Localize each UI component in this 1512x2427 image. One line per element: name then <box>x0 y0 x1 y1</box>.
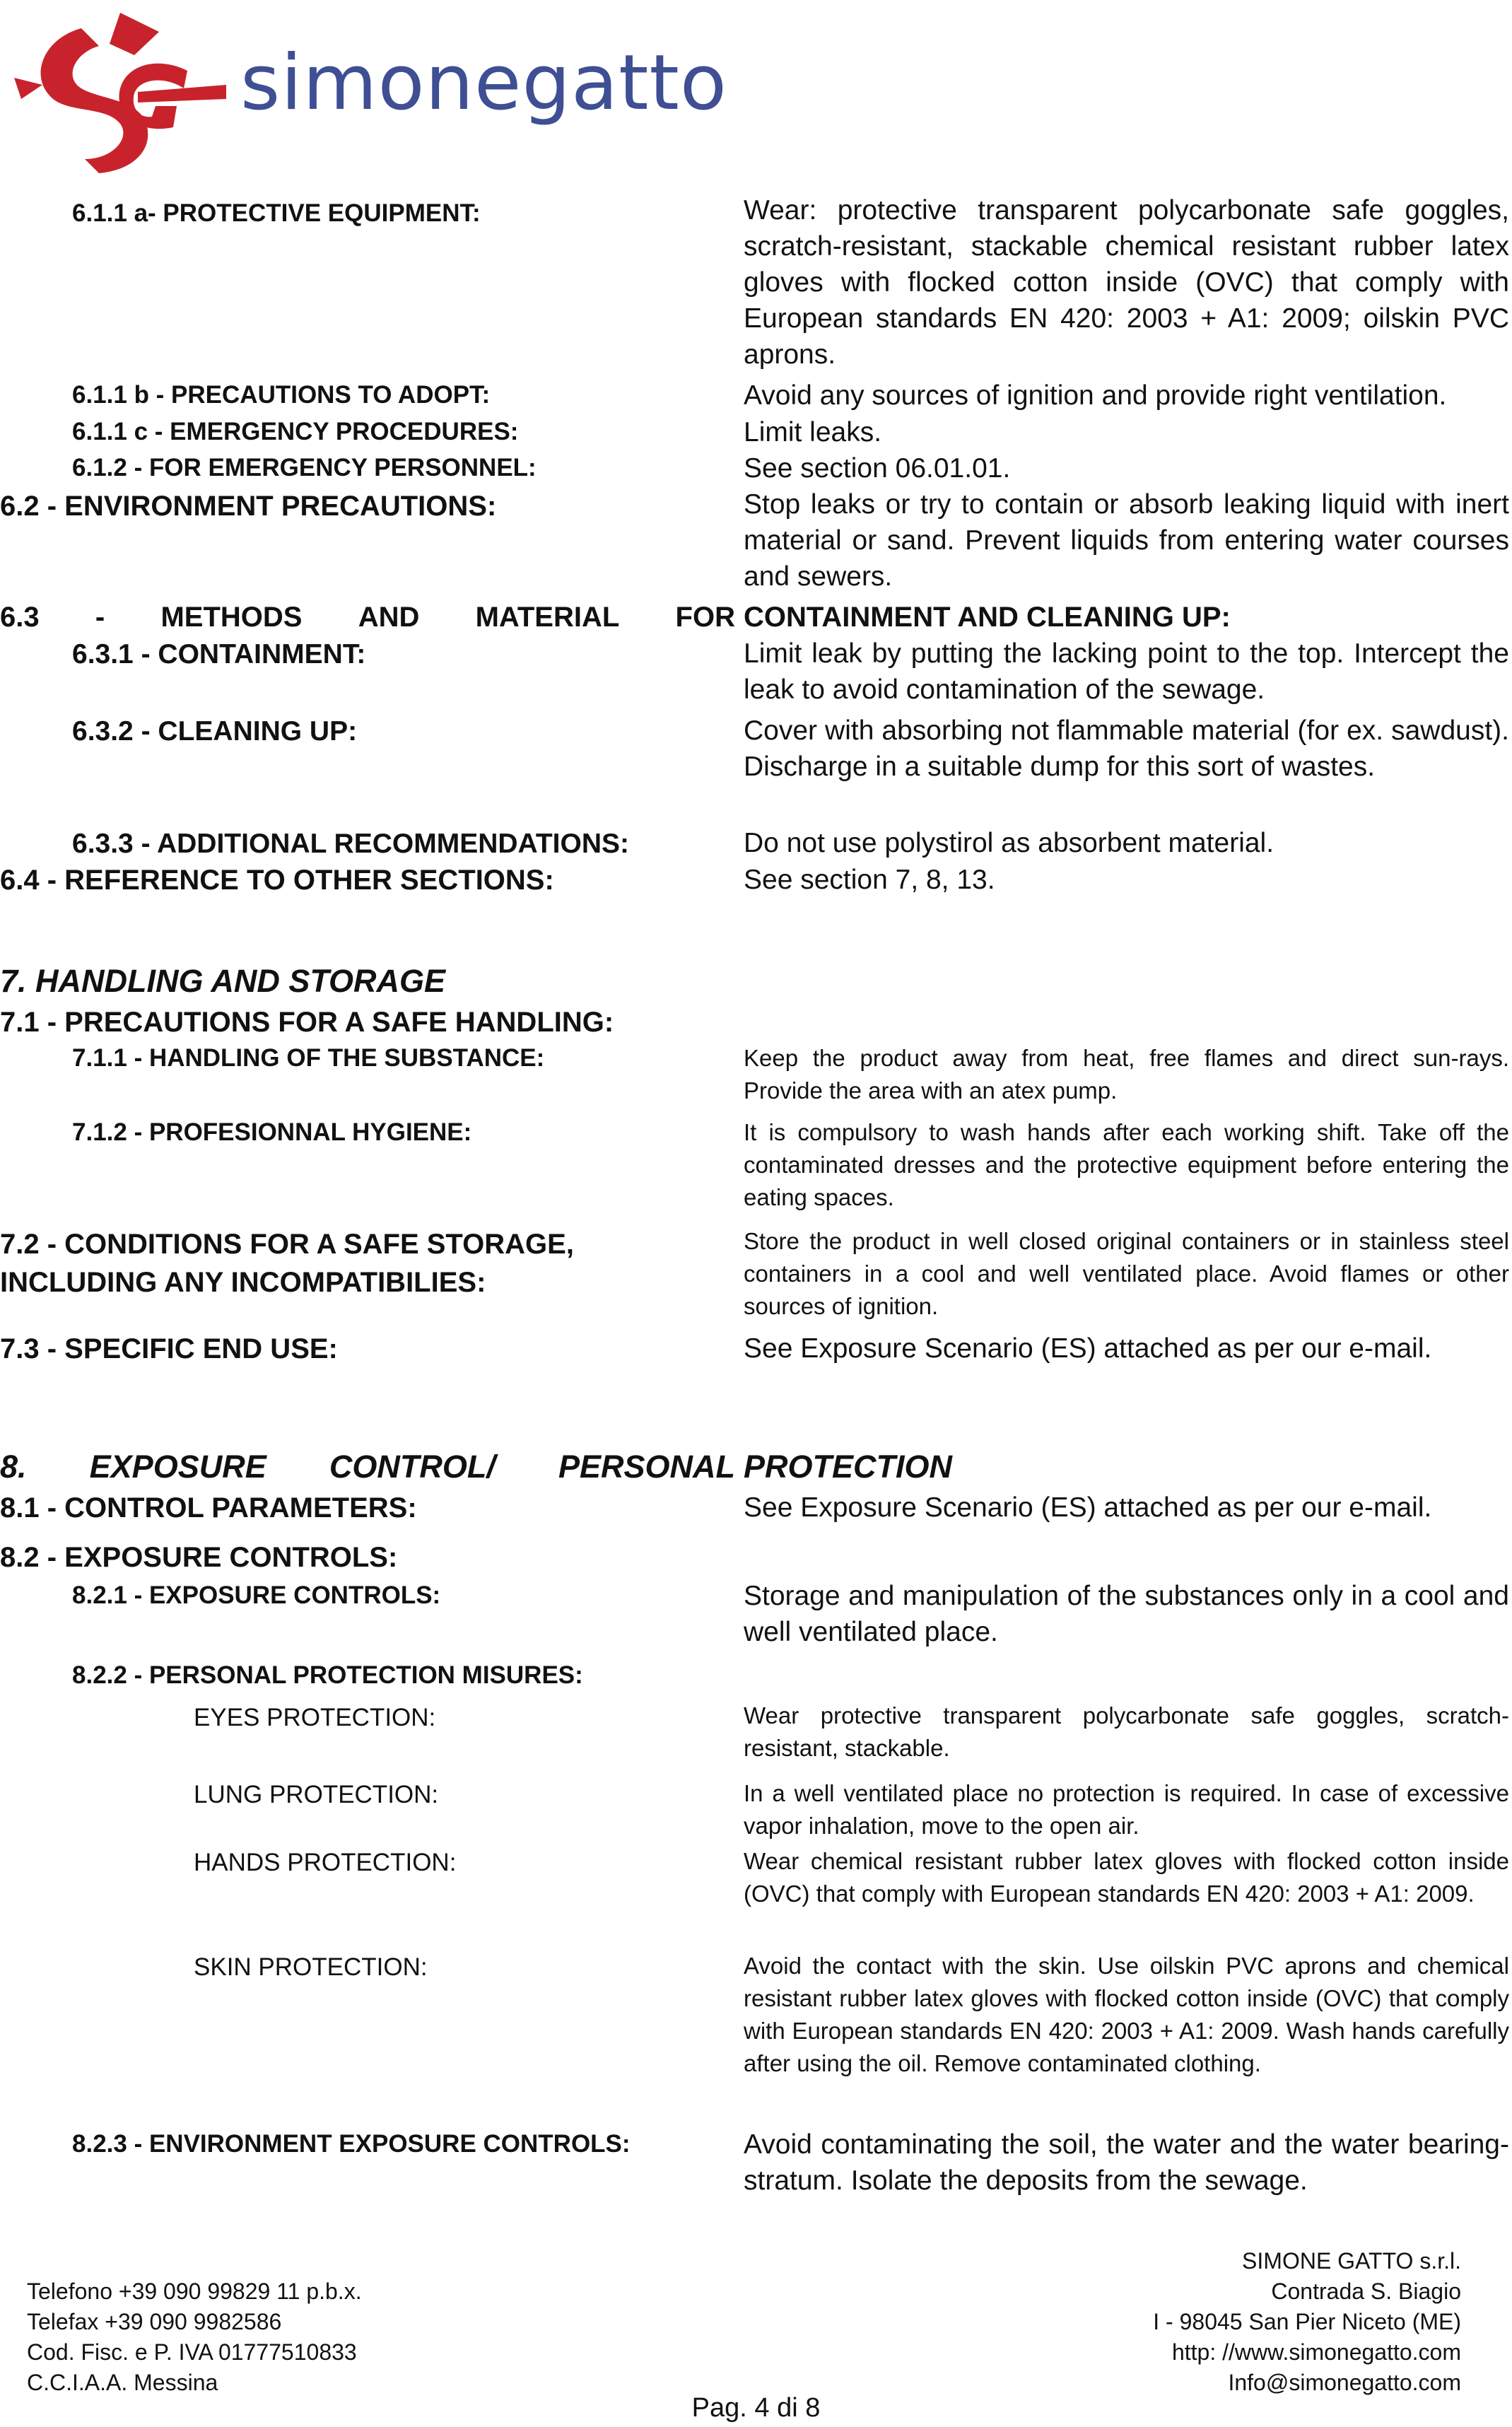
page-number: Pag. 4 di 8 <box>691 2393 821 2423</box>
row-7-2-label-line2: INCLUDING ANY INCOMPATIBILIES: <box>0 1267 486 1298</box>
row-6-2-value: Stop leaks or try to contain or absorb leaking liquid with inert material or sand. Prevent liquids from entering water courses and sewers. <box>744 489 1509 592</box>
row-lung-label: LUNG PROTECTION: <box>194 1781 439 1808</box>
row-6-3-2-value: Cover with absorbing not flammable material (for ex. sawdust). Discharge in a suitable dump for this sort of wastes. <box>744 715 1509 782</box>
row-7-1-label: 7.1 - PRECAUTIONS FOR A SAFE HANDLING: <box>0 1007 614 1038</box>
row-eyes-label: EYES PROTECTION: <box>194 1704 436 1731</box>
row-7-3-value: See Exposure Scenario (ES) attached as per our e-mail. <box>744 1333 1432 1364</box>
row-6-3-3-label: 6.3.3 - ADDITIONAL RECOMMENDATIONS: <box>72 829 629 859</box>
row-6-1-2-value: See section 06.01.01. <box>744 453 1011 484</box>
row-6-3-heading: 6.3 - METHODS AND MATERIAL FOR <box>0 602 735 633</box>
row-7-1-1-value: Keep the product away from heat, free flames and direct sun-rays. Provide the area with an atex pump. <box>744 1045 1509 1104</box>
logo-mark-icon <box>14 0 233 177</box>
row-lung-value: In a well ventilated place no protection is required. In case of excessive vapor inhalation, move to the open air. <box>744 1780 1509 1839</box>
row-8-2-label: 8.2 - EXPOSURE CONTROLS: <box>0 1542 398 1573</box>
row-6-1-1b-label: 6.1.1 b - PRECAUTIONS TO ADOPT: <box>72 381 491 409</box>
row-6-3-heading-rest: CONTAINMENT AND CLEANING UP: <box>744 602 1231 633</box>
row-8-2-2-label: 8.2.2 - PERSONAL PROTECTION MISURES: <box>72 1661 583 1689</box>
row-eyes-value: Wear protective transparent polycarbonate safe goggles, scratch-resistant, stackable. <box>744 1702 1509 1761</box>
brand-name: simonegatto <box>240 39 727 127</box>
row-7-3-label: 7.3 - SPECIFIC END USE: <box>0 1333 338 1364</box>
row-8-1-label: 8.1 - CONTROL PARAMETERS: <box>0 1492 417 1524</box>
row-8-1-value: See Exposure Scenario (ES) attached as per our e-mail. <box>744 1492 1432 1523</box>
row-6-4-value: See section 7, 8, 13. <box>744 865 995 895</box>
company-logo <box>14 0 806 177</box>
row-6-4-label: 6.4 - REFERENCE TO OTHER SECTIONS: <box>0 865 554 896</box>
row-7-2-value: Store the product in well closed original containers or in stainless steel containers in a cool and well ventilated place. Avoid flames or other sources of ignition. <box>744 1228 1509 1319</box>
row-6-3-1-value: Limit leak by putting the lacking point to the top. Intercept the leak to avoid contamination of the sewage. <box>744 638 1509 705</box>
website-link[interactable]: http: //www.simonegatto.com <box>1171 2339 1461 2365</box>
section-7-heading: 7. HANDLING AND STORAGE <box>0 963 446 999</box>
row-6-3-2-label: 6.3.2 - CLEANING UP: <box>72 716 358 747</box>
section-8-heading-rest: PROTECTION <box>744 1449 953 1485</box>
row-hands-value: Wear chemical resistant rubber latex gloves with flocked cotton inside (OVC) that comply with European standards EN 420: 2003 + A1: 2009. <box>744 1848 1509 1907</box>
row-6-1-1a-label: 6.1.1 a- PROTECTIVE EQUIPMENT: <box>72 199 481 227</box>
section-8-heading: 8. EXPOSURE CONTROL/ PERSONAL <box>0 1449 735 1485</box>
row-8-2-1-value: Storage and manipulation of the substances only in a cool and well ventilated place. <box>744 1581 1509 1647</box>
row-6-3-3-value: Do not use polystirol as absorbent material. <box>744 828 1274 858</box>
row-6-1-2-label: 6.1.2 - FOR EMERGENCY PERSONNEL: <box>72 454 537 481</box>
footer-address: SIMONE GATTO s.r.l. Contrada S. Biagio I - 98045 San Pier Niceto (ME) http: //www.simonegatto.com Info@simonegatto.com <box>1153 2246 1461 2398</box>
row-6-1-1b-value: Avoid any sources of ignition and provide right ventilation. <box>744 380 1447 411</box>
row-6-1-1c-label: 6.1.1 c - EMERGENCY PROCEDURES: <box>72 418 519 445</box>
row-7-1-2-label: 7.1.2 - PROFESIONNAL HYGIENE: <box>72 1118 472 1146</box>
row-hands-label: HANDS PROTECTION: <box>194 1849 457 1876</box>
row-8-2-3-label: 8.2.3 - ENVIRONMENT EXPOSURE CONTROLS: <box>72 2130 631 2158</box>
email-link[interactable]: Info@simonegatto.com <box>1228 2370 1461 2395</box>
row-7-2-label-line1: 7.2 - CONDITIONS FOR A SAFE STORAGE, <box>0 1229 574 1260</box>
row-6-2-label: 6.2 - ENVIRONMENT PRECAUTIONS: <box>0 491 497 522</box>
footer-contact: Telefono +39 090 99829 11 p.b.x. Telefax +39 090 9982586 Cod. Fisc. e P. IVA 01777510833 C.C.I.A.A. Messina <box>27 2279 362 2395</box>
row-6-3-1-label: 6.3.1 - CONTAINMENT: <box>72 639 366 669</box>
row-6-1-1c-value: Limit leaks. <box>744 417 882 448</box>
row-6-1-1a-value: Wear: protective transparent polycarbonate safe goggles, scratch-resistant, stackable chemical resistant rubber latex gloves with flocked cotton inside (OVC) that comply with European standards EN 420: 2003 + A1: 2009; oilskin PVC aprons. <box>744 195 1509 370</box>
row-8-2-1-label: 8.2.1 - EXPOSURE CONTROLS: <box>72 1581 441 1609</box>
row-skin-label: SKIN PROTECTION: <box>194 1953 428 1981</box>
row-skin-value: Avoid the contact with the skin. Use oilskin PVC aprons and chemical resistant rubber latex gloves with flocked cotton inside (OVC) that comply with European standards EN 420: 2003 + A1: 2009. Wash hands carefully after using the oil. Remove contaminated clothing. <box>744 1953 1509 2076</box>
row-7-1-2-value: It is compulsory to wash hands after each working shift. Take off the contaminated dresses and the protective equipment before entering the eating spaces. <box>744 1119 1509 1210</box>
row-7-1-1-label: 7.1.1 - HANDLING OF THE SUBSTANCE: <box>72 1044 545 1072</box>
row-8-2-3-value: Avoid contaminating the soil, the water and the water bearing-stratum. Isolate the deposits from the sewage. <box>744 2129 1509 2196</box>
